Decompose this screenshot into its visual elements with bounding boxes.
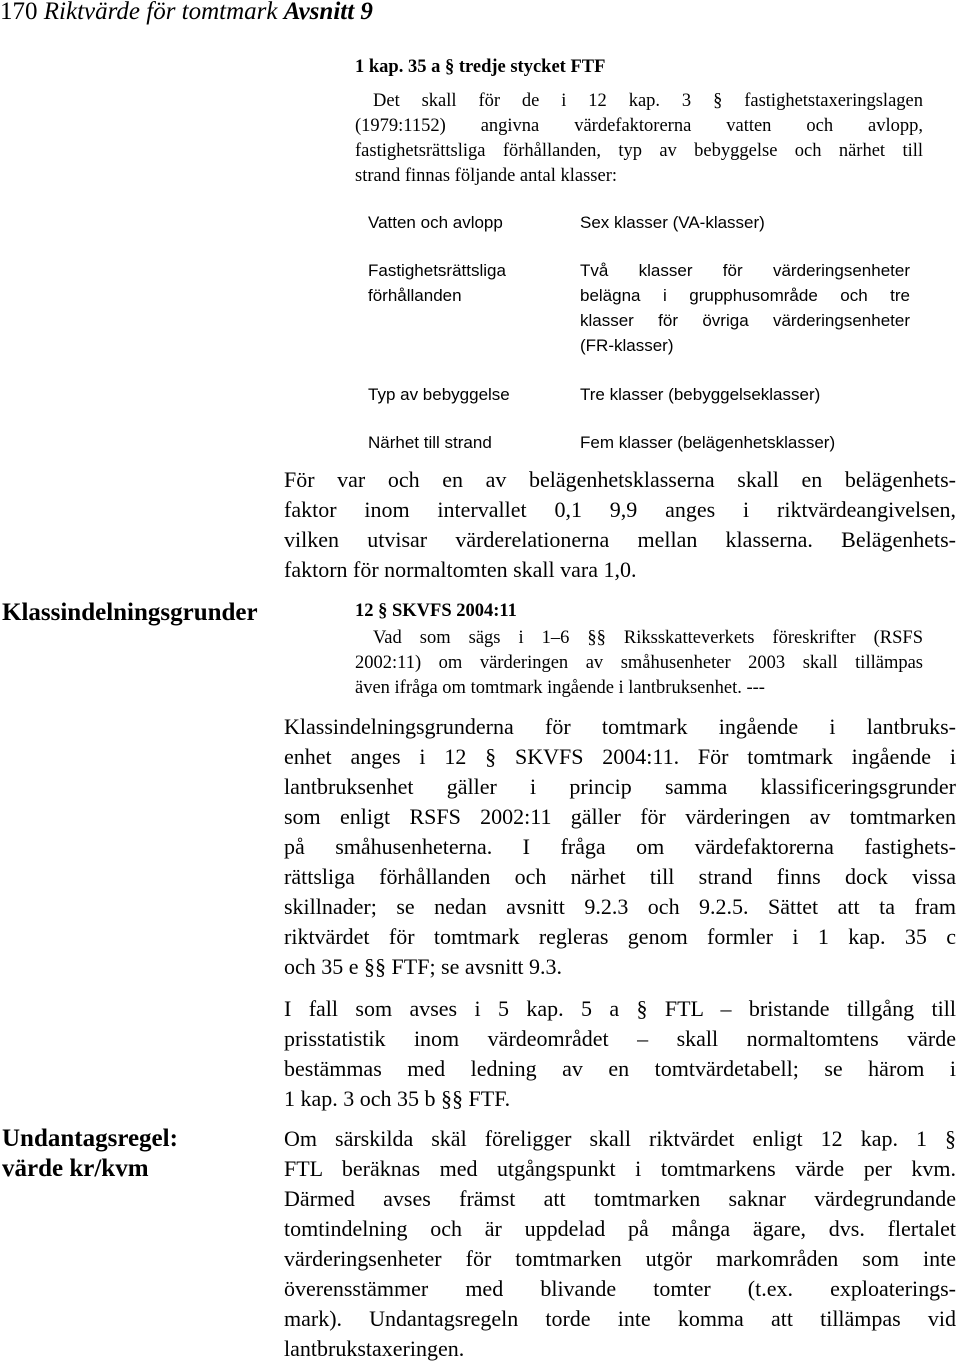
text-line: prisstatistik inom värdeområdet – skall normaltomtens värde: [284, 1026, 956, 1051]
factor-strand: Närhet till strand: [368, 433, 492, 452]
text-line: enhet anges i 12 § SKVFS 2004:11. För tomtmark ingående i: [284, 744, 956, 769]
factor-fr-line: Fastighetsrättsliga: [368, 261, 506, 280]
text-line: Därmed avses främst att tomtmarken saknar värdegrundande: [284, 1186, 956, 1211]
class-table: [368, 210, 928, 460]
text-line: rättsliga förhållanden och närhet till strand finns dock vissa: [284, 864, 956, 889]
classes-strand: Fem klasser (belägenhetsklasser): [580, 433, 836, 452]
text-line: Om särskilda skäl föreligger skall riktvärdet enligt 12 kap. 1 §: [284, 1126, 956, 1151]
paragraph-klassindelningsgrunderna: [284, 712, 956, 982]
text-line: mark). Undantagsregeln torde inte komma att tillämpas vid: [284, 1306, 956, 1331]
text-line: faktorn för normaltomten skall vara 1,0.: [284, 557, 637, 582]
classes-fr-line: klasser för övriga värderingsenheter: [580, 311, 910, 330]
classes-fr-line: belägna i grupphusområde och tre: [580, 286, 910, 305]
quote2-line: Vad som sägs i 1–6 §§ Riksskatteverkets föreskrifter (RSFS: [373, 628, 923, 648]
text-line: överensstämmer med blivande tomter (t.ex. exploaterings-: [284, 1276, 956, 1301]
text-line: och 35 e §§ FTF; se avsnitt 9.3.: [284, 954, 563, 979]
factor-bebyggelse: Typ av bebyggelse: [368, 385, 510, 404]
paragraph-belagenhetsfaktor: [284, 465, 956, 585]
paragraph-tomtvardetabell: [284, 994, 956, 1114]
text-line: FTL beräknas med utgångspunkt i tomtmarkens värde per kvm.: [284, 1156, 956, 1181]
text-line: vilken utvisar värderelationerna mellan klasserna. Belägenhets-: [284, 527, 956, 552]
quote1-heading: 1 kap. 35 a § tredje stycket FTF: [355, 57, 606, 77]
quote2-body: [355, 626, 923, 701]
factor-fr-line: förhållanden: [368, 286, 462, 305]
margin-heading-undantagsregel: [2, 1124, 178, 1184]
classes-bebyggelse: Tre klasser (bebyggelseklasser): [580, 385, 821, 404]
quote1-line: strand finnas följande antal klasser:: [355, 166, 617, 186]
margin-heading-line: värde kr/kvm: [2, 1155, 149, 1182]
text-line: Klassindelningsgrunderna för tomtmark ingående i lantbruks-: [284, 714, 956, 739]
quote1-line: (1979:1152) angivna värdefaktorerna vatten och avlopp,: [355, 116, 923, 136]
text-line: bestämmas med ledning av en tomtvärdetabell; se härom i: [284, 1056, 956, 1081]
quote1-line: Det skall för de i 12 kap. 3 § fastighetstaxeringslagen: [373, 91, 923, 111]
quote2-line: även ifråga om tomtmark ingående i lantbruksenhet. ---: [355, 678, 765, 698]
classes-fr: [580, 258, 910, 358]
classes-va: Sex klasser (VA-klasser): [580, 213, 765, 232]
text-line: på småhusenheterna. I fråga om värdefaktorerna fastighets-: [284, 834, 956, 859]
text-line: lantbrukstaxeringen.: [284, 1336, 465, 1361]
text-line: I fall som avses i 5 kap. 5 a § FTL – bristande tillgång till: [284, 996, 956, 1021]
quote2-line: 2002:11) om värderingen av småhusenheter 2003 skall tillämpas: [355, 653, 923, 673]
text-line: 1 kap. 3 och 35 b §§ FTF.: [284, 1086, 511, 1111]
quote2-heading: 12 § SKVFS 2004:11: [355, 601, 517, 621]
page-number: 170: [0, 0, 38, 25]
text-line: värderingsenheter för tomtmarken utgör markområden som inte: [284, 1246, 956, 1271]
margin-heading-klassindelning: Klassindelningsgrunder: [2, 599, 258, 626]
running-header: [0, 0, 373, 26]
quote1-line: fastighetsrättsliga förhållanden, typ av bebyggelse och närhet till: [355, 141, 923, 161]
text-line: riktvärdet för tomtmark regleras genom formler i 1 kap. 35 c: [284, 924, 956, 949]
header-title: Riktvärde för tomtmark: [43, 0, 278, 25]
text-line: För var och en av belägenhetsklasserna skall en belägenhets-: [284, 467, 956, 492]
text-line: tomtindelning och är uppdelad på många ägare, dvs. flertalet: [284, 1216, 956, 1241]
header-section: Avsnitt 9: [283, 0, 373, 25]
text-line: lantbruksenhet gäller i princip samma klassificeringsgrunder: [284, 774, 956, 799]
quote1-body: [355, 89, 923, 189]
classes-fr-line: Två klasser för värderingsenheter: [580, 261, 910, 280]
factor-va: Vatten och avlopp: [368, 213, 503, 232]
text-line: skillnader; se nedan avsnitt 9.2.3 och 9.2.5. Sättet att ta fram: [284, 894, 956, 919]
factor-fr: [368, 258, 506, 308]
classes-fr-line: (FR-klasser): [580, 336, 674, 355]
margin-heading-line: Undantagsregel:: [2, 1125, 178, 1152]
paragraph-undantagsregel: [284, 1124, 956, 1364]
text-line: som enligt RSFS 2002:11 gäller för värderingen av tomtmarken: [284, 804, 956, 829]
text-line: faktor inom intervallet 0,1 9,9 anges i riktvärdeangivelsen,: [284, 497, 956, 522]
